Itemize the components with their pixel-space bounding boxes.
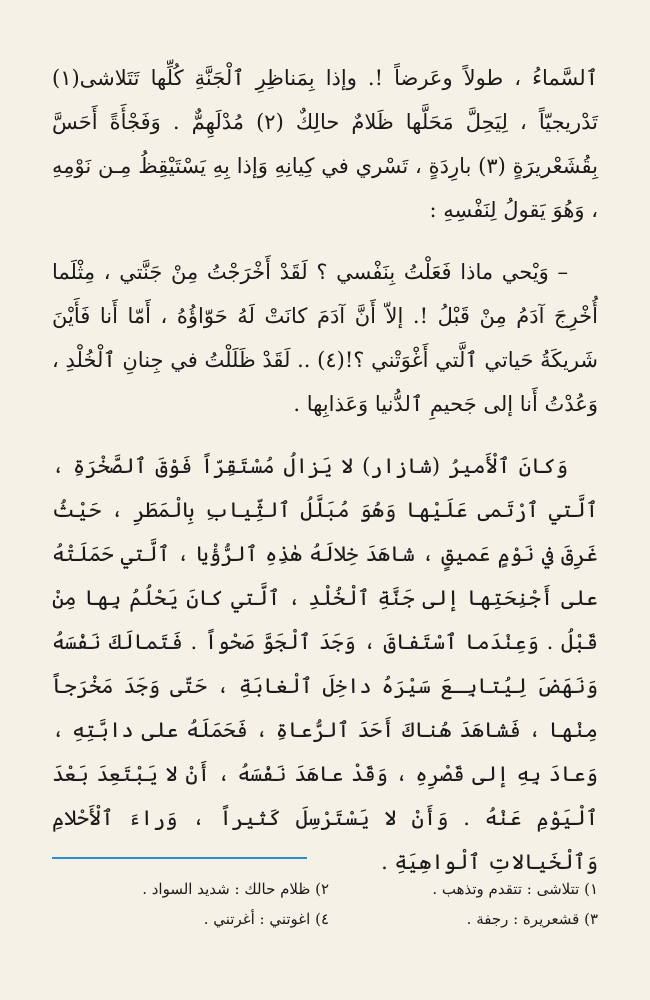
footnotes (100, 874, 598, 934)
footnote: ٣) قشعريرة : رجفة . (466, 910, 598, 928)
footnote: ٢) ظلام حالك : شديد السواد . (142, 880, 329, 898)
paragraph: – وَيْحي ماذا فَعَلْتُ بِنَفْسي ؟ لَقَدْ أَخْرَجْتُ مِنْ جَنَّتي ، مِثْلَما أُخْرِجَ آدَمُ مِنْ قَبْلُ !. إلاّ أَنَّ آدَمَ كانَتْ لَهُ حَوّاؤُهُ ، أَمّا أَنا فَأَيْنَ شَريكَةُ حَياتي ٱلَّتي أَغْوَتْني ؟!(٤) .. لَقَدْ ظَلَلْتُ في جِنانِ ٱلْخُلْدِ ، وَعُدْتُ أَنا إلى جَحيمِ ٱلدُّنيا وَعَذابِها . (52, 260, 598, 416)
paragraph: وَكانَ ٱلْأَميرُ (شازار) لا يَزالُ مُسْتَقِرّاً فَوْقَ ٱلصَّخْرَةِ ، ٱلَّتي ٱرْتَمى عَلَيْها وَهُوَ مُبَلَّلُ ٱلثِّيابِ بِالْمَطَرِ ، حَيْثُ غَرِقَ في نَوْمٍ عَميقٍ ، شاهَدَ خِلالَهُ هٰذِهِ ٱلرُّؤْيا ، ٱلَّتي حَمَلَتْهُ على أَجْنِحَتِها إلى جَنَّةِ ٱلْخُلْدِ ، ٱلَّتي كانَ يَحْلُمُ بِها مِنْ قَبْلُ . وَعِنْدَما ٱسْتَفاقَ ، وَجَدَ ٱلْجَوَّ صَحْواً . فَتَمالَكَ نَفْسَهُ وَنَهَضَ لِيُتابِـعَ سَيْرَهُ داخِلَ ٱلْغابَةِ ، حَتّى وَجَدَ مَخْرَجاً مِنْها ، فَشاهَدَ هُناكَ أَحَدَ ٱلرُّعاةِ ، فَحَمَلَهُ على دابَّتِهِ ، وَعادَ بِهِ إلى قَصْرِهِ ، وَقَدْ عاهَدَ نَفْسَهُ ، أَنْ لا يَبْتَعِدَ بَعْدَ ٱلْيَوْمِ عَنْهُ . وَأَنْ لا يَسْتَرْسِلَ كَثيراً ، وَراءَ ٱلْأَحْلامِ وَٱلْخَيالاتِ ٱلْواهِيَةِ . (52, 454, 598, 874)
body-text (52, 56, 598, 884)
footnote-separator (52, 857, 307, 859)
footnote: ١) تتلاشى : تتقدم وتذهب . (432, 880, 598, 898)
footnote: ٤) اغوتني : أغرتني . (203, 910, 329, 928)
paragraph: ٱلسَّماءُ ، طولاً وعَرضاً !. وإذا بِمَناظِرِ ٱلْجَنَّةِ كُلِّها تَتَلاشى(١) تَدْريجيّاً ، لِيَحِلَّ مَحَلَّها ظَلامٌ حالِكٌ (٢) مُدْلَهِمٌّ . وَفَجْأَةً أَحَسَّ بِقُشَعْريرَةٍ (٣) بارِدَةٍ ، تَسْري في كِيانِهِ وَإذا بِهِ يَسْتَيْقِظُ مِـن نَوْمِهِ ، وَهُوَ يَقولُ لِنَفْسِهِ : (52, 66, 599, 222)
